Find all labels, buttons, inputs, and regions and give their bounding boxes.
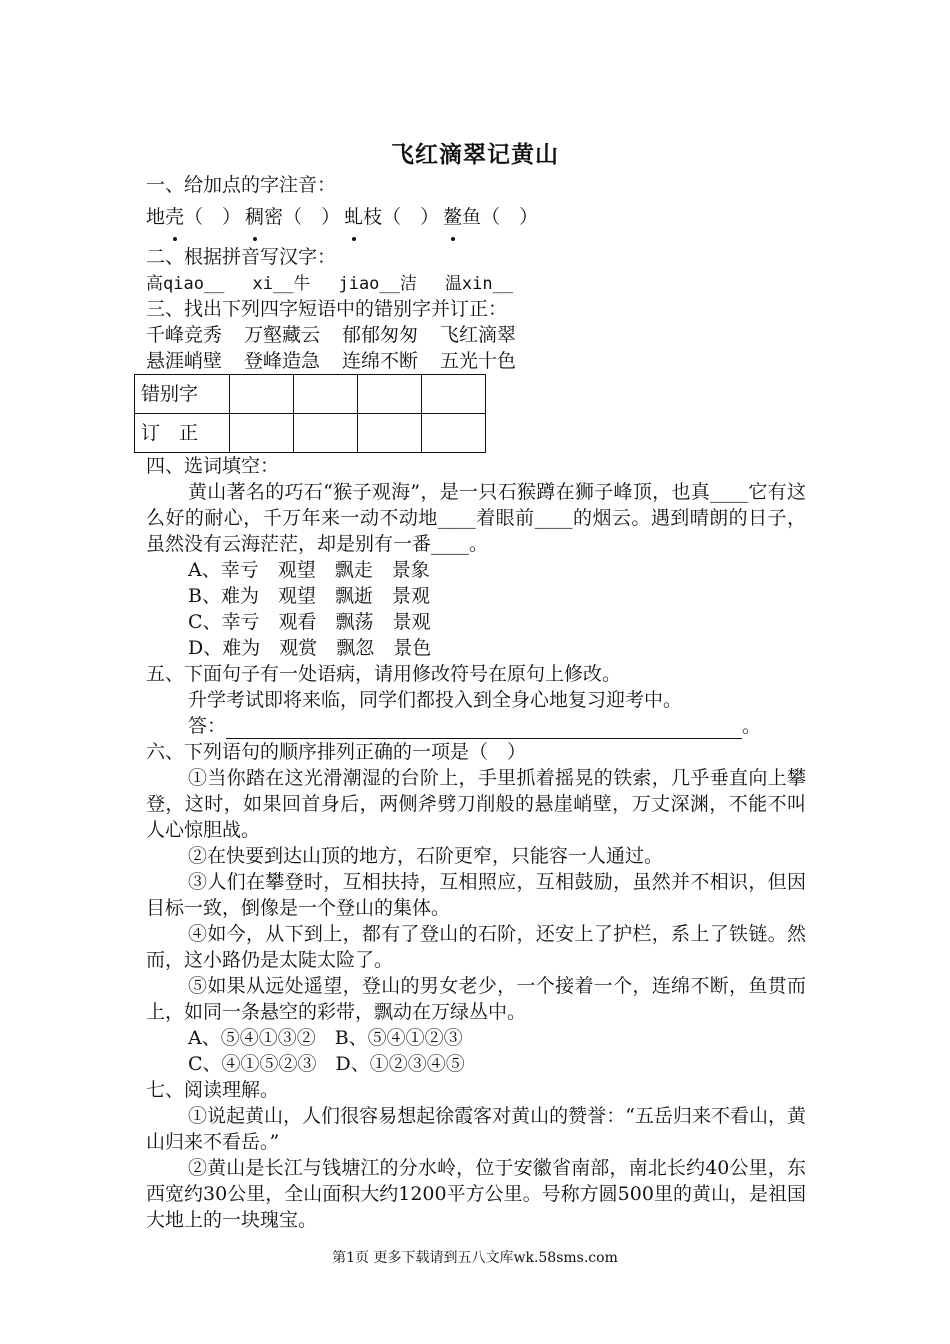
table-cell[interactable]	[358, 375, 422, 414]
table-label-wrong: 错别字	[135, 375, 230, 414]
pinyin-item-2: xi__牛	[252, 274, 311, 294]
sentence-3: ③人们在攀登时，互相扶持，互相照应，互相鼓励，虽然并不相识，但因目标一致，倒像是一个登山的集体。	[146, 871, 806, 919]
table-row	[135, 375, 486, 414]
s1-item-1: 地壳（ ）	[146, 200, 241, 234]
sentence-5: ⑤如果从远处遥望，登山的男女老少，一个接着一个，连绵不断，鱼贯而上，如同一条悬空的彩带，飘动在万绿丛中。	[146, 975, 806, 1023]
section-3-heading: 三、找出下列四字短语中的错别字并订正：	[146, 298, 508, 320]
order-options-row-1: A、⑤④①③② B、⑤④①②③	[188, 1027, 463, 1049]
table-cell[interactable]	[294, 375, 358, 414]
phrase: 飞红滴翠	[440, 324, 517, 346]
page-footer: 第1页 更多下载请到五八文库wk.58sms.com	[332, 1250, 618, 1266]
option-c: C、幸亏 观看 飘荡 景观	[188, 611, 431, 633]
table-cell[interactable]	[294, 414, 358, 453]
phrase: 郁郁匆匆	[342, 324, 419, 346]
option-b: B、难为 观望 飘逝 景观	[188, 585, 430, 607]
table-cell[interactable]	[422, 375, 486, 414]
section-2-heading: 二、根据拼音写汉字：	[146, 246, 337, 268]
section-6-heading: 六、下列语句的顺序排列正确的一项是（ ）	[146, 741, 527, 763]
pinyin-item-3: jiao__洁	[338, 274, 417, 294]
option-d: D、难为 观赏 飘忽 景色	[188, 637, 432, 659]
option-a: A、幸亏 观望 飘走 景象	[188, 559, 430, 581]
section-5-sentence: 升学考试即将来临，同学们都投入到全身心地复习迎考中。	[188, 689, 683, 711]
table-cell[interactable]	[422, 414, 486, 453]
pinyin-item-4: 温xin__	[444, 274, 514, 294]
section-1-heading: 一、给加点的字注音：	[146, 174, 337, 196]
sentence-1: ①当你踏在这光滑潮湿的台阶上，手里抓着摇晃的铁索，几乎垂直向上攀登，这时，如果回首身后，两侧斧劈刀削般的悬崖峭壁，万丈深渊，不能不叫人心惊胆战。	[146, 767, 806, 841]
answer-line[interactable]	[226, 718, 742, 739]
reading-paragraph-2: ②黄山是长江与钱塘江的分水岭，位于安徽省南部，南北长约40公里，东西宽约30公里，全山面积大约1200平方公里。号称方圆500里的黄山，是祖国大地上的一块瑰宝。	[146, 1157, 806, 1231]
correction-table	[134, 374, 486, 453]
section-2-items	[146, 270, 806, 296]
section-1-items	[146, 200, 806, 234]
table-cell[interactable]	[230, 375, 294, 414]
phrase: 悬涯峭壁	[146, 350, 223, 372]
phrase: 连绵不断	[342, 350, 419, 372]
phrase-row-1	[146, 322, 806, 348]
answer-row	[146, 713, 806, 739]
phrase: 登峰造急	[244, 350, 321, 372]
table-label-correct: 订 正	[135, 414, 230, 453]
document-body	[141, 172, 806, 1233]
sentence-2: ②在快要到达山顶的地方，石阶更窄，只能容一人通过。	[188, 845, 664, 867]
table-row	[135, 414, 486, 453]
sentence-4: ④如今，从下到上，都有了登山的石阶，还安上了护栏，系上了铁链。然而，这小路仍是太陡太险了。	[146, 923, 806, 971]
phrase: 五光十色	[440, 350, 517, 372]
reading-paragraph-1: ①说起黄山，人们很容易想起徐霞客对黄山的赞誉：“五岳归来不看山，黄山归来不看岳。”	[146, 1105, 806, 1153]
phrase: 千峰竞秀	[146, 324, 223, 346]
section-5-heading: 五、下面句子有一处语病，请用修改符号在原句上修改。	[146, 663, 622, 685]
order-options-row-2: C、④①⑤②③ D、①②③④⑤	[188, 1053, 465, 1075]
s1-item-4: 鳌鱼（ ）	[443, 200, 538, 234]
pinyin-item-1: 高qiao__	[146, 274, 225, 294]
s1-item-2: 稠密（ ）	[245, 200, 340, 234]
section-4-heading: 四、选词填空：	[146, 455, 280, 477]
table-cell[interactable]	[358, 414, 422, 453]
table-cell[interactable]	[230, 414, 294, 453]
s1-item-3: 虬枝（ ）	[344, 200, 439, 234]
phrase: 万壑藏云	[244, 324, 321, 346]
document-title: 飞红滴翠记黄山	[391, 141, 559, 168]
section-4-paragraph: 黄山著名的巧石“猴子观海”，是一只石猴蹲在狮子峰顶，也真____它有这么好的耐心，千万年来一动不动地____着眼前____的烟云。遇到晴朗的日子，虽然没有云海茫茫，却是别有一番____。	[146, 481, 806, 555]
answer-end: 。	[742, 715, 762, 737]
section-7-heading: 七、阅读理解。	[146, 1079, 280, 1101]
phrase-row-2	[146, 348, 806, 374]
answer-label: 答：	[188, 715, 227, 737]
